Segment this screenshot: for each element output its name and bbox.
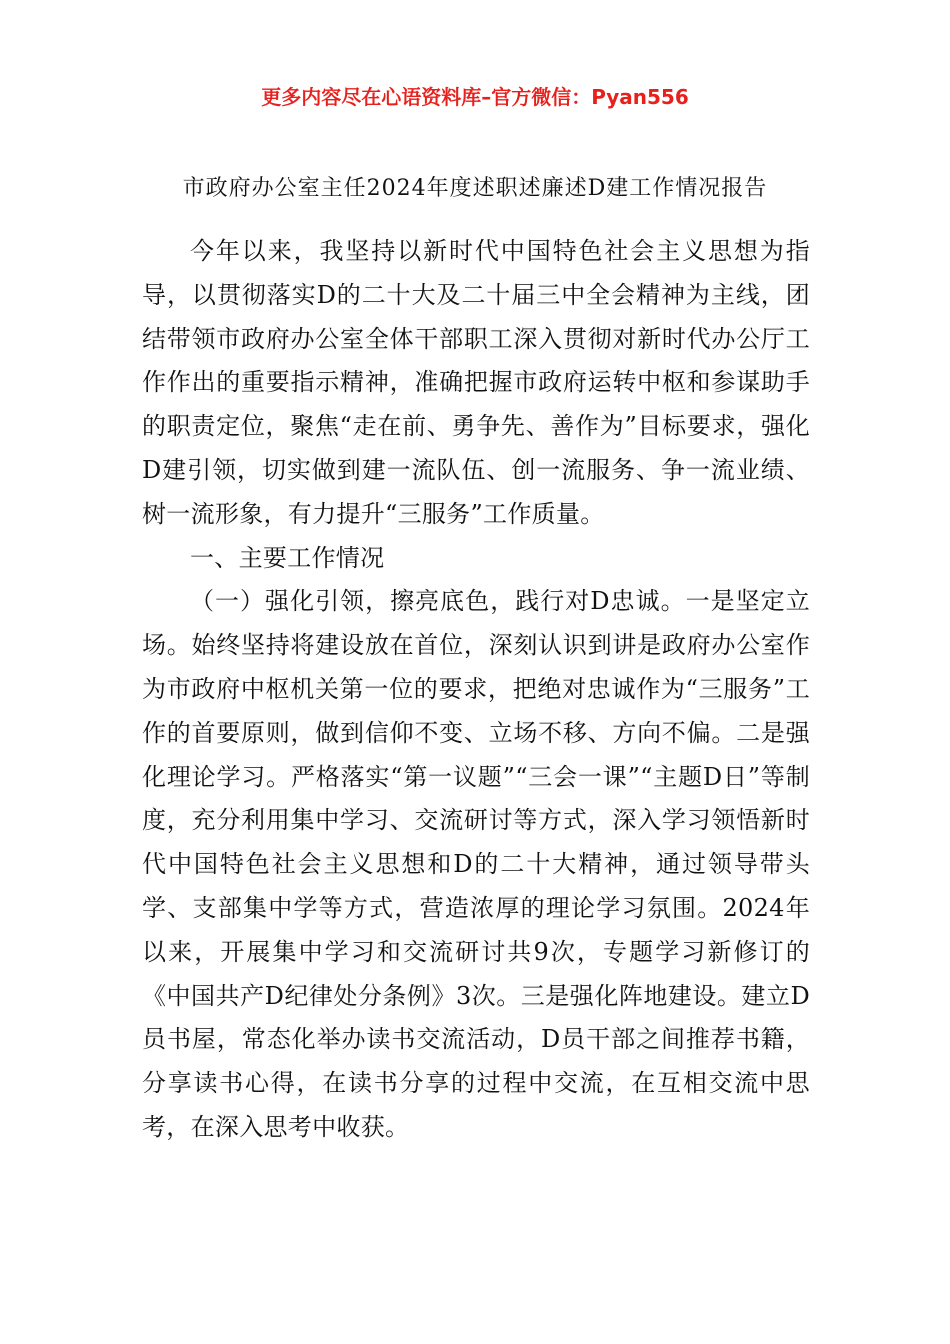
- watermark-banner: 更多内容尽在心语资料库–官方微信：Pyan556: [261, 85, 689, 109]
- section-heading: 一、主要工作情况: [190, 543, 385, 572]
- intro-paragraph: 今年以来，我坚持以新时代中国特色社会主义思想为指导，以贯彻落实D的二十大及二十届三中全会精神为主线，团结带领市政府办公室全体干部职工深入贯彻对新时代办公厅工作作出的重要指示精神，准确把握市政府运转中枢和参谋助手的职责定位，聚焦“走在前、勇争先、善作为”目标要求，强化D建引领，切实做到建一流队伍、创一流服务、争一流业绩、树一流形象，有力提升“三服务”工作质量。: [142, 237, 810, 528]
- document-title: 市政府办公室主任2024年度述职述廉述D建工作情况报告: [182, 176, 768, 201]
- document-body: [142, 230, 810, 1150]
- section-paragraph: （一）强化引领，擦亮底色，践行对D忠诚。一是坚定立场。始终坚持将建设放在首位，深刻认识到讲是政府办公室作为市政府中枢机关第一位的要求，把绝对忠诚作为“三服务”工作的首要原则，做到信仰不变、立场不移、方向不偏。二是强化理论学习。严格落实“第一议题”“三会一课”“主题D日”等制度，充分利用集中学习、交流研讨等方式，深入学习领悟新时代中国特色社会主义思想和D的二十大精神，通过领导带头学、支部集中学等方式，营造浓厚的理论学习氛围。2024年以来，开展集中学习和交流研讨共9次，专题学习新修订的《中国共产D纪律处分条例》3次。三是强化阵地建设。建立D员书屋，常态化举办读书交流活动，D员干部之间推荐书籍，分享读书心得，在读书分享的过程中交流，在互相交流中思考，在深入思考中收获。: [142, 587, 810, 1141]
